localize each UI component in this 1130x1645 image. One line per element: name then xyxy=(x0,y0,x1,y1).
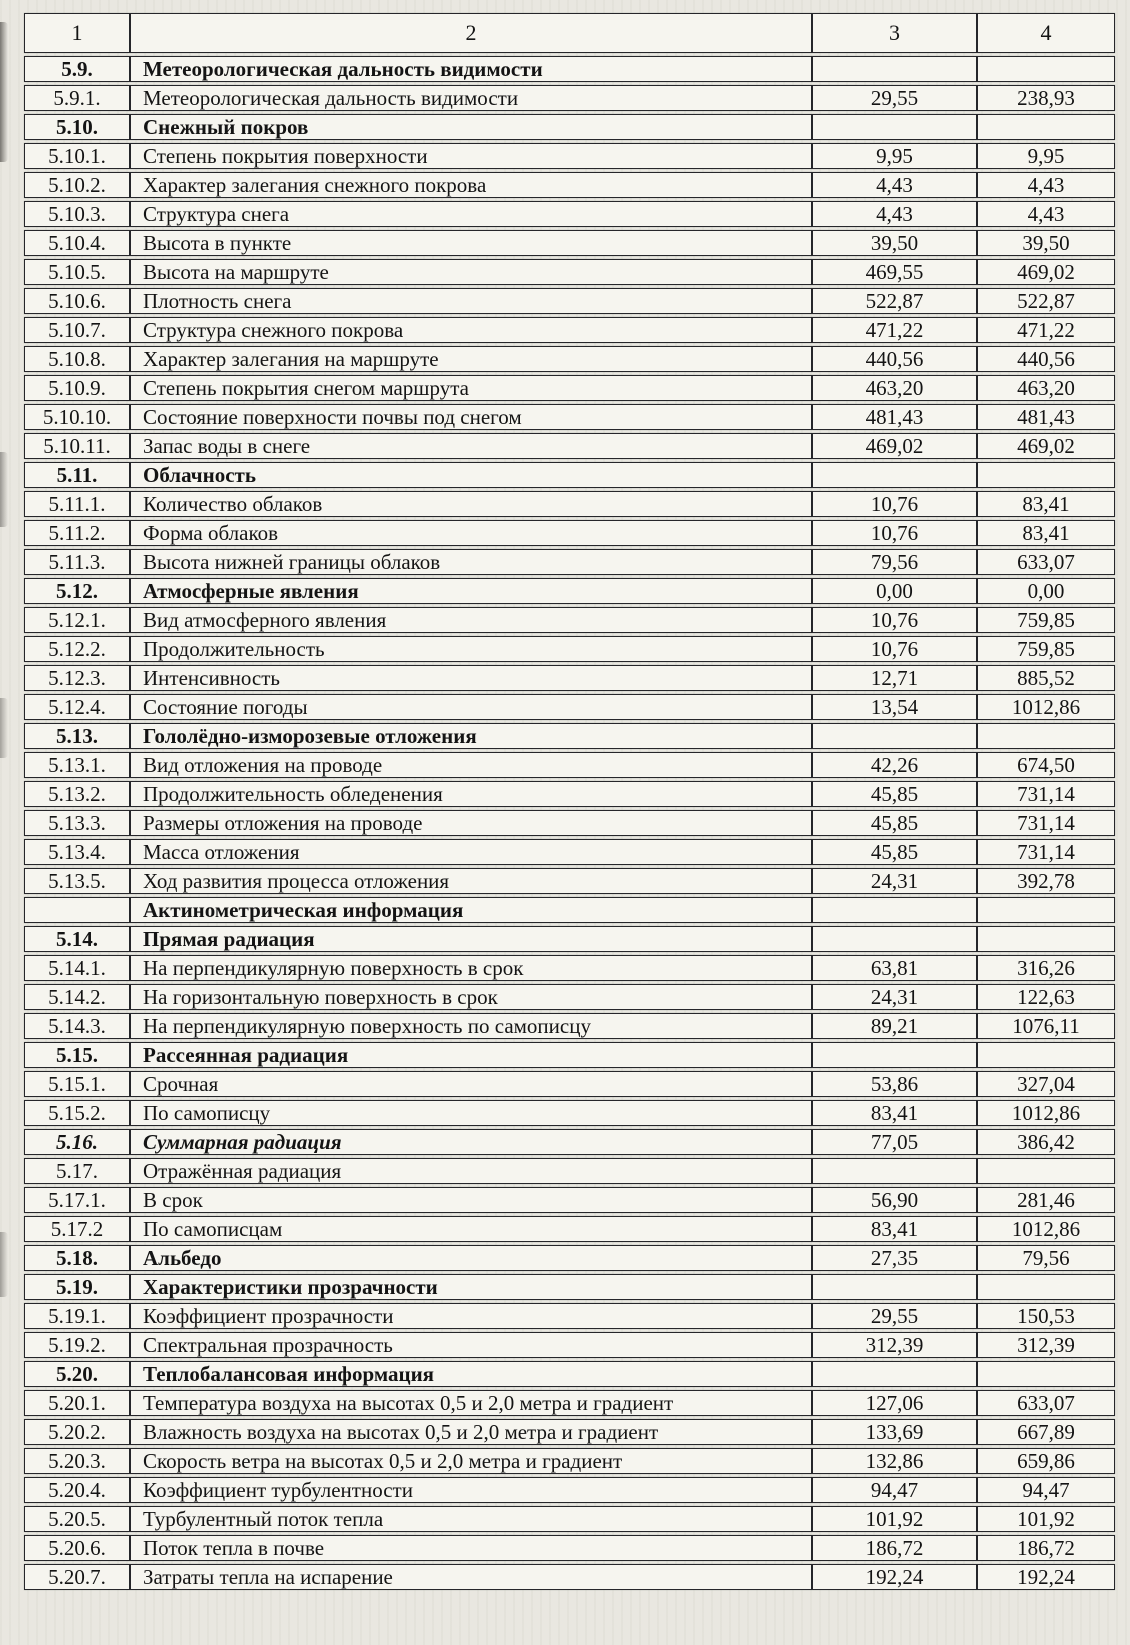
row-label-cell: Плотность снега xyxy=(130,288,812,314)
row-number-cell: 5.11.3. xyxy=(24,549,130,575)
row-label-cell: Степень покрытия снегом маршрута xyxy=(130,375,812,401)
row-value-col4-cell: 79,56 xyxy=(977,1245,1115,1271)
row-label-cell: Гололёдно-изморозевые отложения xyxy=(130,723,812,749)
table-row xyxy=(24,317,1115,343)
row-number-cell: 5.14.2. xyxy=(24,984,130,1010)
row-value-col4-cell xyxy=(977,1042,1115,1068)
row-value-col3-cell: 10,76 xyxy=(812,491,977,517)
column-header-2: 2 xyxy=(130,13,812,53)
row-number-cell: 5.13.2. xyxy=(24,781,130,807)
row-label-cell: На перпендикулярную поверхность в срок xyxy=(130,955,812,981)
row-value-col4-cell: 469,02 xyxy=(977,433,1115,459)
row-value-col4-cell: 759,85 xyxy=(977,636,1115,662)
row-number-cell: 5.10.1. xyxy=(24,143,130,169)
table-row xyxy=(24,1245,1115,1271)
row-label-cell: Состояние поверхности почвы под снегом xyxy=(130,404,812,430)
row-value-col3-cell: 4,43 xyxy=(812,201,977,227)
table-row xyxy=(24,984,1115,1010)
row-number-cell: 5.9.1. xyxy=(24,85,130,111)
row-label-cell: Запас воды в снеге xyxy=(130,433,812,459)
row-label-cell: По самописцу xyxy=(130,1100,812,1126)
table-row xyxy=(24,1013,1115,1039)
table-row xyxy=(24,897,1115,923)
row-value-col4-cell: 150,53 xyxy=(977,1303,1115,1329)
row-value-col3-cell: 42,26 xyxy=(812,752,977,778)
row-label-cell: Снежный покров xyxy=(130,114,812,140)
row-label-cell: Характер залегания снежного покрова xyxy=(130,172,812,198)
row-label-cell: Структура снега xyxy=(130,201,812,227)
row-label-cell: Затраты тепла на испарение xyxy=(130,1564,812,1590)
row-value-col3-cell: 39,50 xyxy=(812,230,977,256)
table-row xyxy=(24,752,1115,778)
table-row xyxy=(24,1042,1115,1068)
row-value-col4-cell xyxy=(977,56,1115,82)
row-label-cell: По самописцам xyxy=(130,1216,812,1242)
row-number-cell: 5.15. xyxy=(24,1042,130,1068)
row-value-col4-cell: 392,78 xyxy=(977,868,1115,894)
table-row xyxy=(24,1100,1115,1126)
row-value-col3-cell: 471,22 xyxy=(812,317,977,343)
meteorological-data-table xyxy=(24,10,1115,1593)
row-value-col3-cell: 101,92 xyxy=(812,1506,977,1532)
table-row xyxy=(24,578,1115,604)
row-label-cell: Температура воздуха на высотах 0,5 и 2,0 метра и градиент xyxy=(130,1390,812,1416)
row-value-col4-cell: 1076,11 xyxy=(977,1013,1115,1039)
row-value-col4-cell xyxy=(977,114,1115,140)
table-row xyxy=(24,607,1115,633)
row-value-col3-cell xyxy=(812,56,977,82)
table-row xyxy=(24,346,1115,372)
row-value-col4-cell: 633,07 xyxy=(977,549,1115,575)
row-value-col3-cell: 24,31 xyxy=(812,984,977,1010)
row-number-cell: 5.20. xyxy=(24,1361,130,1387)
row-value-col4-cell: 440,56 xyxy=(977,346,1115,372)
row-number-cell: 5.14. xyxy=(24,926,130,952)
row-label-cell: Высота в пункте xyxy=(130,230,812,256)
row-value-col3-cell: 0,00 xyxy=(812,578,977,604)
row-value-col3-cell: 29,55 xyxy=(812,1303,977,1329)
row-value-col4-cell: 1012,86 xyxy=(977,1216,1115,1242)
row-value-col4-cell: 94,47 xyxy=(977,1477,1115,1503)
row-value-col3-cell: 13,54 xyxy=(812,694,977,720)
row-value-col4-cell: 0,00 xyxy=(977,578,1115,604)
row-value-col4-cell: 1012,86 xyxy=(977,1100,1115,1126)
table-row xyxy=(24,462,1115,488)
row-label-cell: Интенсивность xyxy=(130,665,812,691)
table-row xyxy=(24,839,1115,865)
row-label-cell: Состояние погоды xyxy=(130,694,812,720)
row-number-cell: 5.10.11. xyxy=(24,433,130,459)
row-label-cell: Атмосферные явления xyxy=(130,578,812,604)
row-label-cell: Высота на маршруте xyxy=(130,259,812,285)
row-number-cell: 5.10.6. xyxy=(24,288,130,314)
row-value-col3-cell: 27,35 xyxy=(812,1245,977,1271)
row-number-cell: 5.13. xyxy=(24,723,130,749)
row-value-col4-cell: 463,20 xyxy=(977,375,1115,401)
row-label-cell: Спектральная прозрачность xyxy=(130,1332,812,1358)
row-number-cell: 5.10.5. xyxy=(24,259,130,285)
row-label-cell: Высота нижней границы облаков xyxy=(130,549,812,575)
row-value-col4-cell: 633,07 xyxy=(977,1390,1115,1416)
table-row xyxy=(24,1535,1115,1561)
row-number-cell: 5.11.2. xyxy=(24,520,130,546)
table-body xyxy=(24,56,1115,1590)
row-value-col3-cell: 192,24 xyxy=(812,1564,977,1590)
row-label-cell: Характеристики прозрачности xyxy=(130,1274,812,1300)
row-value-col4-cell xyxy=(977,462,1115,488)
row-label-cell: Продолжительность xyxy=(130,636,812,662)
table-row xyxy=(24,1216,1115,1242)
table-row xyxy=(24,955,1115,981)
row-number-cell: 5.20.7. xyxy=(24,1564,130,1590)
row-value-col4-cell: 186,72 xyxy=(977,1535,1115,1561)
column-header-4: 4 xyxy=(977,13,1115,53)
row-number-cell: 5.11. xyxy=(24,462,130,488)
row-label-cell: Метеорологическая дальность видимости xyxy=(130,56,812,82)
row-value-col4-cell: 1012,86 xyxy=(977,694,1115,720)
row-number-cell: 5.12.1. xyxy=(24,607,130,633)
row-value-col4-cell: 731,14 xyxy=(977,781,1115,807)
row-value-col3-cell: 83,41 xyxy=(812,1216,977,1242)
row-label-cell: Характер залегания на маршруте xyxy=(130,346,812,372)
row-value-col3-cell: 79,56 xyxy=(812,549,977,575)
row-number-cell: 5.13.3. xyxy=(24,810,130,836)
row-value-col3-cell: 45,85 xyxy=(812,810,977,836)
row-value-col4-cell: 83,41 xyxy=(977,520,1115,546)
row-value-col3-cell xyxy=(812,926,977,952)
row-value-col4-cell: 281,46 xyxy=(977,1187,1115,1213)
header-row xyxy=(24,13,1115,53)
row-value-col3-cell: 45,85 xyxy=(812,839,977,865)
row-number-cell: 5.14.1. xyxy=(24,955,130,981)
row-number-cell: 5.10. xyxy=(24,114,130,140)
row-value-col3-cell: 463,20 xyxy=(812,375,977,401)
column-header-1: 1 xyxy=(24,13,130,53)
row-label-cell: Коэффициент прозрачности xyxy=(130,1303,812,1329)
table-row xyxy=(24,1187,1115,1213)
row-value-col4-cell: 386,42 xyxy=(977,1129,1115,1155)
row-label-cell: Размеры отложения на проводе xyxy=(130,810,812,836)
table-row xyxy=(24,636,1115,662)
row-value-col4-cell xyxy=(977,1158,1115,1184)
table-row xyxy=(24,926,1115,952)
table-row xyxy=(24,1506,1115,1532)
row-number-cell: 5.17.1. xyxy=(24,1187,130,1213)
row-value-col4-cell: 238,93 xyxy=(977,85,1115,111)
row-label-cell: Структура снежного покрова xyxy=(130,317,812,343)
row-number-cell: 5.20.1. xyxy=(24,1390,130,1416)
row-value-col3-cell: 481,43 xyxy=(812,404,977,430)
row-value-col4-cell: 316,26 xyxy=(977,955,1115,981)
row-value-col3-cell: 53,86 xyxy=(812,1071,977,1097)
row-label-cell: Поток тепла в почве xyxy=(130,1535,812,1561)
scan-artifact xyxy=(0,22,8,162)
scan-artifact xyxy=(0,1232,8,1297)
column-header-3: 3 xyxy=(812,13,977,53)
table-row xyxy=(24,288,1115,314)
row-number-cell: 5.20.4. xyxy=(24,1477,130,1503)
row-number-cell: 5.9. xyxy=(24,56,130,82)
row-label-cell: На горизонтальную поверхность в срок xyxy=(130,984,812,1010)
row-value-col4-cell: 759,85 xyxy=(977,607,1115,633)
row-number-cell: 5.14.3. xyxy=(24,1013,130,1039)
table-row xyxy=(24,549,1115,575)
row-label-cell: Коэффициент турбулентности xyxy=(130,1477,812,1503)
row-value-col3-cell: 469,55 xyxy=(812,259,977,285)
table-row xyxy=(24,1390,1115,1416)
table-row xyxy=(24,143,1115,169)
row-value-col3-cell: 127,06 xyxy=(812,1390,977,1416)
row-value-col3-cell: 29,55 xyxy=(812,85,977,111)
scan-artifact xyxy=(0,698,8,758)
row-number-cell: 5.18. xyxy=(24,1245,130,1271)
row-number-cell: 5.19. xyxy=(24,1274,130,1300)
row-value-col3-cell: 10,76 xyxy=(812,607,977,633)
row-value-col4-cell: 192,24 xyxy=(977,1564,1115,1590)
table-row xyxy=(24,172,1115,198)
row-value-col3-cell: 56,90 xyxy=(812,1187,977,1213)
row-label-cell: Продолжительность обледенения xyxy=(130,781,812,807)
row-value-col4-cell: 122,63 xyxy=(977,984,1115,1010)
row-label-cell: Вид отложения на проводе xyxy=(130,752,812,778)
row-label-cell: Метеорологическая дальность видимости xyxy=(130,85,812,111)
row-number-cell: 5.17. xyxy=(24,1158,130,1184)
row-number-cell: 5.20.3. xyxy=(24,1448,130,1474)
row-value-col3-cell: 24,31 xyxy=(812,868,977,894)
row-value-col4-cell: 659,86 xyxy=(977,1448,1115,1474)
table-row xyxy=(24,201,1115,227)
table-row xyxy=(24,520,1115,546)
row-number-cell: 5.20.2. xyxy=(24,1419,130,1445)
table-row xyxy=(24,723,1115,749)
row-value-col3-cell xyxy=(812,723,977,749)
table-row xyxy=(24,810,1115,836)
row-value-col3-cell: 10,76 xyxy=(812,636,977,662)
row-value-col3-cell: 186,72 xyxy=(812,1535,977,1561)
row-number-cell: 5.19.1. xyxy=(24,1303,130,1329)
row-label-cell: Облачность xyxy=(130,462,812,488)
row-number-cell: 5.16. xyxy=(24,1129,130,1155)
row-value-col4-cell: 885,52 xyxy=(977,665,1115,691)
row-value-col3-cell: 94,47 xyxy=(812,1477,977,1503)
row-number-cell: 5.12.2. xyxy=(24,636,130,662)
row-label-cell: Рассеянная радиация xyxy=(130,1042,812,1068)
row-value-col4-cell xyxy=(977,926,1115,952)
row-number-cell xyxy=(24,897,130,923)
row-value-col4-cell: 4,43 xyxy=(977,172,1115,198)
table-row xyxy=(24,1564,1115,1590)
row-number-cell: 5.11.1. xyxy=(24,491,130,517)
table-row xyxy=(24,1419,1115,1445)
row-number-cell: 5.10.8. xyxy=(24,346,130,372)
row-label-cell: Влажность воздуха на высотах 0,5 и 2,0 метра и градиент xyxy=(130,1419,812,1445)
row-label-cell: Форма облаков xyxy=(130,520,812,546)
row-value-col3-cell: 12,71 xyxy=(812,665,977,691)
row-value-col4-cell xyxy=(977,1274,1115,1300)
row-value-col3-cell: 63,81 xyxy=(812,955,977,981)
table-row xyxy=(24,230,1115,256)
row-label-cell: Срочная xyxy=(130,1071,812,1097)
table-row xyxy=(24,694,1115,720)
row-value-col4-cell: 731,14 xyxy=(977,810,1115,836)
row-number-cell: 5.10.7. xyxy=(24,317,130,343)
row-number-cell: 5.12.3. xyxy=(24,665,130,691)
table-row xyxy=(24,433,1115,459)
row-value-col3-cell: 89,21 xyxy=(812,1013,977,1039)
row-number-cell: 5.12. xyxy=(24,578,130,604)
row-number-cell: 5.13.4. xyxy=(24,839,130,865)
row-value-col4-cell: 667,89 xyxy=(977,1419,1115,1445)
row-label-cell: Количество облаков xyxy=(130,491,812,517)
table-row xyxy=(24,259,1115,285)
row-label-cell: Теплобалансовая информация xyxy=(130,1361,812,1387)
table-row xyxy=(24,868,1115,894)
row-value-col4-cell: 39,50 xyxy=(977,230,1115,256)
row-value-col3-cell: 4,43 xyxy=(812,172,977,198)
table-row xyxy=(24,1448,1115,1474)
row-value-col3-cell: 10,76 xyxy=(812,520,977,546)
row-number-cell: 5.15.2. xyxy=(24,1100,130,1126)
row-number-cell: 5.10.2. xyxy=(24,172,130,198)
row-number-cell: 5.20.5. xyxy=(24,1506,130,1532)
row-label-cell: Суммарная радиация xyxy=(130,1129,812,1155)
row-value-col4-cell: 731,14 xyxy=(977,839,1115,865)
row-value-col3-cell: 469,02 xyxy=(812,433,977,459)
table-row xyxy=(24,491,1115,517)
row-value-col4-cell: 327,04 xyxy=(977,1071,1115,1097)
table-row xyxy=(24,665,1115,691)
row-value-col4-cell: 522,87 xyxy=(977,288,1115,314)
table-row xyxy=(24,56,1115,82)
row-value-col4-cell xyxy=(977,1361,1115,1387)
row-value-col3-cell: 45,85 xyxy=(812,781,977,807)
row-label-cell: Степень покрытия поверхности xyxy=(130,143,812,169)
row-number-cell: 5.17.2 xyxy=(24,1216,130,1242)
table-row xyxy=(24,114,1115,140)
row-value-col3-cell xyxy=(812,1042,977,1068)
table-row xyxy=(24,1361,1115,1387)
table-row xyxy=(24,1477,1115,1503)
row-value-col3-cell: 440,56 xyxy=(812,346,977,372)
row-label-cell: Прямая радиация xyxy=(130,926,812,952)
row-value-col4-cell: 9,95 xyxy=(977,143,1115,169)
row-value-col3-cell: 522,87 xyxy=(812,288,977,314)
row-label-cell: Турбулентный поток тепла xyxy=(130,1506,812,1532)
row-value-col3-cell xyxy=(812,1361,977,1387)
row-number-cell: 5.10.10. xyxy=(24,404,130,430)
row-value-col4-cell: 674,50 xyxy=(977,752,1115,778)
row-label-cell: Альбедо xyxy=(130,1245,812,1271)
row-value-col4-cell: 469,02 xyxy=(977,259,1115,285)
row-label-cell: Отражённая радиация xyxy=(130,1158,812,1184)
row-value-col3-cell xyxy=(812,1158,977,1184)
row-value-col4-cell: 312,39 xyxy=(977,1332,1115,1358)
row-number-cell: 5.20.6. xyxy=(24,1535,130,1561)
row-value-col4-cell xyxy=(977,723,1115,749)
table-row xyxy=(24,781,1115,807)
table-row xyxy=(24,404,1115,430)
row-label-cell: В срок xyxy=(130,1187,812,1213)
row-value-col3-cell: 312,39 xyxy=(812,1332,977,1358)
row-number-cell: 5.13.5. xyxy=(24,868,130,894)
row-number-cell: 5.10.3. xyxy=(24,201,130,227)
row-value-col3-cell: 77,05 xyxy=(812,1129,977,1155)
row-value-col3-cell: 83,41 xyxy=(812,1100,977,1126)
table-row xyxy=(24,1332,1115,1358)
row-value-col3-cell: 133,69 xyxy=(812,1419,977,1445)
row-number-cell: 5.19.2. xyxy=(24,1332,130,1358)
row-value-col4-cell: 481,43 xyxy=(977,404,1115,430)
row-label-cell: Вид атмосферного явления xyxy=(130,607,812,633)
row-value-col3-cell: 9,95 xyxy=(812,143,977,169)
row-label-cell: Ход развития процесса отложения xyxy=(130,868,812,894)
row-value-col3-cell xyxy=(812,897,977,923)
row-value-col3-cell xyxy=(812,462,977,488)
row-label-cell: На перпендикулярную поверхность по самописцу xyxy=(130,1013,812,1039)
row-number-cell: 5.13.1. xyxy=(24,752,130,778)
row-value-col4-cell: 101,92 xyxy=(977,1506,1115,1532)
table-row xyxy=(24,1303,1115,1329)
scan-artifact xyxy=(0,452,8,527)
row-value-col4-cell: 83,41 xyxy=(977,491,1115,517)
table-row xyxy=(24,1274,1115,1300)
row-value-col4-cell: 471,22 xyxy=(977,317,1115,343)
row-value-col4-cell: 4,43 xyxy=(977,201,1115,227)
row-value-col3-cell xyxy=(812,1274,977,1300)
table-row xyxy=(24,85,1115,111)
row-value-col4-cell xyxy=(977,897,1115,923)
row-number-cell: 5.10.9. xyxy=(24,375,130,401)
row-number-cell: 5.12.4. xyxy=(24,694,130,720)
table-row xyxy=(24,1071,1115,1097)
table-row xyxy=(24,1158,1115,1184)
row-number-cell: 5.15.1. xyxy=(24,1071,130,1097)
row-number-cell: 5.10.4. xyxy=(24,230,130,256)
row-label-cell: Масса отложения xyxy=(130,839,812,865)
row-label-cell: Скорость ветра на высотах 0,5 и 2,0 метра и градиент xyxy=(130,1448,812,1474)
row-value-col3-cell xyxy=(812,114,977,140)
row-label-cell: Актинометрическая информация xyxy=(130,897,812,923)
row-value-col3-cell: 132,86 xyxy=(812,1448,977,1474)
table-row xyxy=(24,375,1115,401)
table-row xyxy=(24,1129,1115,1155)
